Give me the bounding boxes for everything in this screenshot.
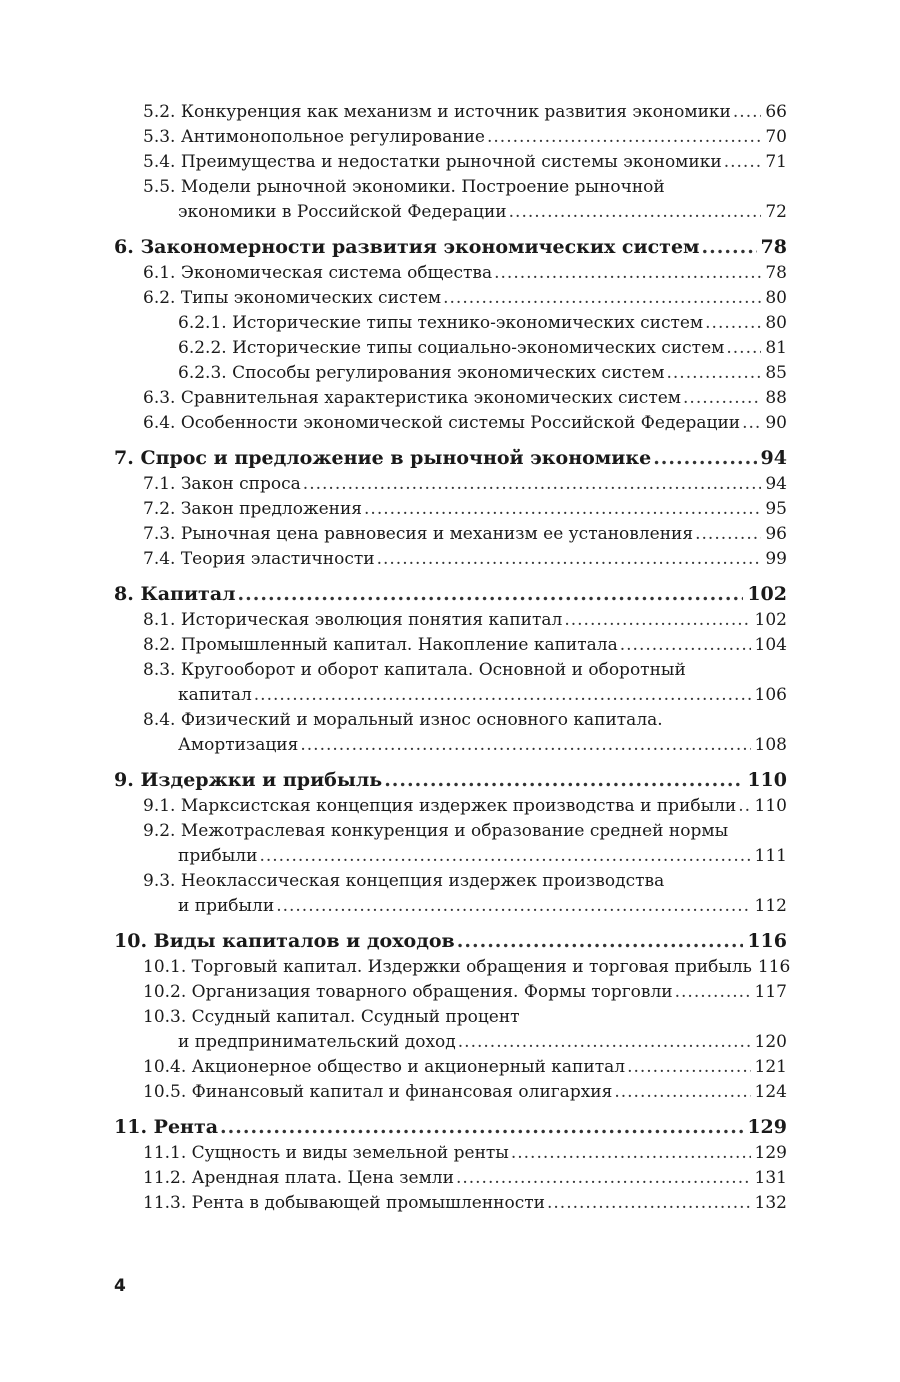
toc-entry-9-1: [114, 794, 787, 819]
toc-entry-title: 10.5. Финансовый капитал и финансовая олигархия: [143, 1082, 613, 1102]
toc-entry-title: 6.3. Сравнительная характеристика экономических систем: [143, 388, 682, 408]
toc-entry-page: 95: [765, 499, 787, 519]
chapter-page: 129: [747, 1116, 787, 1138]
toc-entry-6-1: [114, 261, 787, 286]
toc-entry-8-1: [114, 608, 787, 633]
toc-chapter-10: [114, 928, 787, 955]
toc-entry-title: 7.3. Рыночная цена равновесия и механизм ее установления: [143, 524, 694, 544]
toc-entry-title: 10.4. Акционерное общество и акционерный капитал: [143, 1057, 626, 1077]
toc-entry-5-4: [114, 150, 787, 175]
toc-entry-page: 132: [754, 1193, 787, 1213]
toc-entry-page: 71: [765, 152, 787, 172]
toc-entry-title: 6.2. Типы экономических систем: [143, 288, 442, 308]
toc-entry-title-cont: и прибыли: [178, 896, 275, 916]
toc-entry-page: 104: [754, 635, 787, 655]
toc-entry-6-2-1: [114, 311, 787, 336]
toc-entry-7-2: [114, 497, 787, 522]
toc-entry-title-cont: Амортизация: [178, 735, 299, 755]
toc-entry-title-cont: экономики в Российской Федерации: [178, 202, 507, 222]
dot-leader: [695, 522, 761, 547]
toc-entry-title-cont: и предпринимательский доход: [178, 1032, 456, 1052]
toc-entry-title: 6.2.2. Исторические типы социально-экономических систем: [178, 338, 725, 358]
dot-leader: [511, 1141, 751, 1166]
toc-entry-title: 10.3. Ссудный капитал. Ссудный процент: [143, 1007, 520, 1027]
toc-entry-page: 111: [754, 846, 787, 866]
toc-entry-page: 131: [754, 1168, 787, 1188]
toc-entry-title: 8.3. Кругооборот и оборот капитала. Основной и оборотный: [143, 660, 686, 680]
toc-entry-title: 9.3. Неоклассическая концепция издержек производства: [143, 871, 665, 891]
toc-entry-10-1: [114, 955, 791, 980]
toc-entry-10-3: [114, 1005, 787, 1055]
toc-entry-10-4: [114, 1055, 787, 1080]
chapter-title: 11. Рента: [114, 1116, 219, 1138]
toc-entry-page: 116: [757, 957, 791, 977]
table-of-contents: [114, 100, 791, 1216]
dot-leader: [384, 767, 743, 794]
dot-leader: [683, 386, 761, 411]
toc-chapter-11: [114, 1114, 787, 1141]
dot-leader: [456, 1166, 751, 1191]
toc-entry-page: 90: [765, 413, 787, 433]
toc-entry-9-3: [114, 869, 787, 919]
dot-leader: [742, 411, 761, 436]
toc-entry-title: 6.2.1. Исторические типы технико-экономических систем: [178, 313, 704, 333]
toc-entry-page: 78: [765, 263, 787, 283]
dot-leader: [254, 683, 751, 708]
dot-leader: [627, 1055, 750, 1080]
dot-leader: [509, 200, 762, 225]
dot-leader: [457, 928, 744, 955]
toc-entry-title: 11.1. Сущность и виды земельной ренты: [143, 1143, 509, 1163]
chapter-title: 7. Спрос и предложение в рыночной экономике: [114, 447, 652, 469]
toc-entry-page: 112: [754, 896, 787, 916]
toc-chapter-8: [114, 581, 787, 608]
toc-entry-page: 88: [765, 388, 787, 408]
toc-entry-title: 6.1. Экономическая система общества: [143, 263, 493, 283]
dot-leader: [276, 894, 750, 919]
toc-entry-title-cont: капитал: [178, 685, 252, 705]
dot-leader: [726, 336, 761, 361]
dot-leader: [494, 261, 761, 286]
toc-entry-page: 108: [754, 735, 787, 755]
toc-entry-title: 8.1. Историческая эволюция понятия капитал: [143, 610, 563, 630]
dot-leader: [702, 234, 757, 261]
toc-entry-title: 8.4. Физический и моральный износ основного капитала.: [143, 710, 663, 730]
chapter-title: 6. Закономерности развития экономических систем: [114, 236, 700, 258]
dot-leader: [377, 547, 762, 572]
dot-leader: [733, 100, 761, 125]
toc-entry-page: 99: [765, 549, 787, 569]
dot-leader: [238, 581, 744, 608]
toc-entry-11-2: [114, 1166, 787, 1191]
toc-entry-page: 117: [754, 982, 787, 1002]
toc-entry-page: 102: [754, 610, 787, 630]
toc-entry-page: 70: [765, 127, 787, 147]
toc-entry-page: 110: [754, 796, 787, 816]
toc-entry-title: 11.3. Рента в добывающей промышленности: [143, 1193, 545, 1213]
toc-entry-6-4: [114, 411, 787, 436]
toc-entry-title: 5.2. Конкуренция как механизм и источник развития экономики: [143, 102, 731, 122]
toc-chapter-9: [114, 767, 787, 794]
toc-entry-6-2: [114, 286, 787, 311]
chapter-title: 10. Виды капиталов и доходов: [114, 930, 455, 952]
chapter-page: 78: [760, 236, 787, 258]
dot-leader: [705, 311, 761, 336]
toc-entry-title: 9.2. Межотраслевая конкуренция и образование средней нормы: [143, 821, 729, 841]
dot-leader: [487, 125, 761, 150]
chapter-page: 110: [747, 769, 787, 791]
dot-leader: [259, 844, 750, 869]
dot-leader: [303, 472, 762, 497]
chapter-page: 94: [760, 447, 787, 469]
toc-entry-5-5: [114, 175, 787, 225]
toc-entry-title: 6.2.3. Способы регулирования экономических систем: [178, 363, 665, 383]
dot-leader: [620, 633, 751, 658]
toc-entry-title: 7.1. Закон спроса: [143, 474, 301, 494]
dot-leader: [300, 733, 750, 758]
toc-entry-title: 10.1. Торговый капитал. Издержки обращения и торговая прибыль: [143, 957, 752, 977]
toc-entry-page: 96: [765, 524, 787, 544]
toc-entry-11-1: [114, 1141, 787, 1166]
dot-leader: [564, 608, 750, 633]
toc-entry-title: 5.4. Преимущества и недостатки рыночной системы экономики: [143, 152, 722, 172]
toc-entry-7-3: [114, 522, 787, 547]
dot-leader: [675, 980, 751, 1005]
toc-entry-page: 124: [754, 1082, 787, 1102]
toc-entry-title-cont: прибыли: [178, 846, 258, 866]
toc-entry-title: 5.3. Антимонопольное регулирование: [143, 127, 485, 147]
toc-entry-title: 7.4. Теория эластичности: [143, 549, 375, 569]
dot-leader: [458, 1030, 751, 1055]
toc-entry-title: 10.2. Организация товарного обращения. Формы торговли: [143, 982, 673, 1002]
toc-entry-page: 80: [765, 313, 787, 333]
toc-entry-5-2: [114, 100, 787, 125]
toc-entry-11-3: [114, 1191, 787, 1216]
chapter-title: 8. Капитал: [114, 583, 236, 605]
toc-entry-page: 94: [765, 474, 787, 494]
toc-entry-page: 85: [765, 363, 787, 383]
dot-leader: [724, 150, 762, 175]
chapter-page: 102: [747, 583, 787, 605]
dot-leader: [220, 1114, 743, 1141]
toc-entry-page: 66: [765, 102, 787, 122]
dot-leader: [653, 445, 756, 472]
toc-entry-6-2-3: [114, 361, 787, 386]
toc-entry-page: 80: [765, 288, 787, 308]
toc-entry-title: 9.1. Марксистская концепция издержек производства и прибыли: [143, 796, 737, 816]
toc-entry-5-3: [114, 125, 787, 150]
chapter-page: 116: [747, 930, 787, 952]
dot-leader: [443, 286, 761, 311]
toc-entry-8-4: [114, 708, 787, 758]
toc-entry-page: 121: [754, 1057, 787, 1077]
toc-entry-title: 8.2. Промышленный капитал. Накопление капитала: [143, 635, 618, 655]
toc-entry-7-1: [114, 472, 787, 497]
toc-entry-7-4: [114, 547, 787, 572]
page-number: 4: [114, 1276, 126, 1296]
toc-entry-9-2: [114, 819, 787, 869]
toc-entry-page: 81: [765, 338, 787, 358]
toc-entry-title: 7.2. Закон предложения: [143, 499, 363, 519]
toc-chapter-6: [114, 234, 787, 261]
dot-leader: [666, 361, 761, 386]
toc-entry-6-3: [114, 386, 787, 411]
toc-entry-page: 120: [754, 1032, 787, 1052]
toc-entry-8-3: [114, 658, 787, 708]
toc-entry-6-2-2: [114, 336, 787, 361]
dot-leader: [614, 1080, 750, 1105]
toc-entry-title: 5.5. Модели рыночной экономики. Построение рыночной: [143, 177, 665, 197]
toc-entry-page: 106: [754, 685, 787, 705]
chapter-title: 9. Издержки и прибыль: [114, 769, 383, 791]
toc-entry-10-5: [114, 1080, 787, 1105]
dot-leader: [738, 794, 750, 819]
dot-leader: [547, 1191, 751, 1216]
toc-chapter-7: [114, 445, 787, 472]
toc-entry-page: 72: [765, 202, 787, 222]
dot-leader: [364, 497, 761, 522]
toc-entry-page: 129: [754, 1143, 787, 1163]
toc-entry-title: 6.4. Особенности экономической системы Российской Федерации: [143, 413, 741, 433]
toc-entry-8-2: [114, 633, 787, 658]
toc-entry-10-2: [114, 980, 787, 1005]
toc-entry-title: 11.2. Арендная плата. Цена земли: [143, 1168, 454, 1188]
